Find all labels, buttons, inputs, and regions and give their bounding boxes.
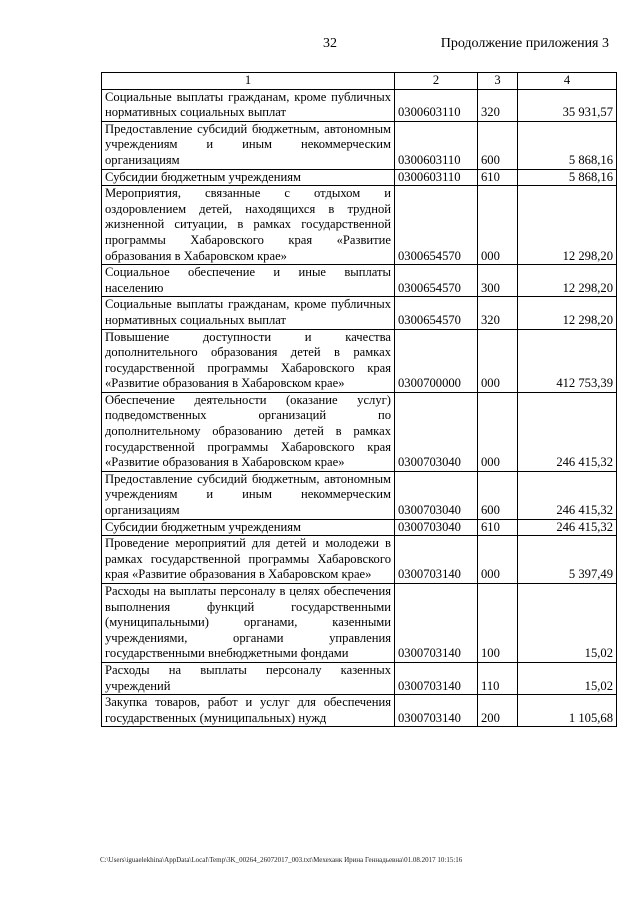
amount-cell: 12 298,20	[518, 186, 617, 265]
table-row	[102, 186, 617, 265]
row-name-cell: Социальное обеспечение и иные выплаты населению	[102, 265, 395, 297]
amount-cell: 246 415,32	[518, 471, 617, 519]
row-name-cell: Повышение доступности и качества дополнительного образования детей в рамках государственной программы Хабаровского края «Развитие образования в Хабаровском крае»	[102, 329, 395, 392]
row-name-cell: Закупка товаров, работ и услуг для обеспечения государственных (муниципальных) нужд	[102, 695, 395, 727]
expense-type-cell: 610	[478, 169, 518, 186]
amount-cell: 12 298,20	[518, 297, 617, 329]
row-name-cell: Проведение мероприятий для детей и молодежи в рамках государственной программы Хабаровского края «Развитие образования в Хабаровском крае»	[102, 536, 395, 584]
table-row	[102, 536, 617, 584]
expense-type-cell: 200	[478, 695, 518, 727]
expense-type-cell: 320	[478, 89, 518, 121]
expense-type-cell: 300	[478, 265, 518, 297]
amount-cell: 12 298,20	[518, 265, 617, 297]
amount-cell: 5 868,16	[518, 169, 617, 186]
expense-type-cell: 000	[478, 392, 518, 471]
table-row	[102, 89, 617, 121]
expense-type-cell: 320	[478, 297, 518, 329]
expense-type-cell: 600	[478, 471, 518, 519]
footer-path: C:\Users\iguaelekhina\AppData\Local\Temp\3K_00264_26072017_003.txt\Мехеханк Ирина Геннадьевна\01.08.2017 10:15:16	[100, 856, 463, 864]
row-name-cell: Субсидии бюджетным учреждениям	[102, 519, 395, 536]
row-name-cell: Предоставление субсидий бюджетным, автономным учреждениям и иным некоммерческим организациям	[102, 471, 395, 519]
expense-type-cell: 100	[478, 584, 518, 663]
amount-cell: 412 753,39	[518, 329, 617, 392]
expense-type-cell: 600	[478, 121, 518, 169]
amount-cell: 5 397,49	[518, 536, 617, 584]
table-row	[102, 584, 617, 663]
row-name-cell: Обеспечение деятельности (оказание услуг) подведомственных организаций по дополнительному образованию детей в рамках государственной программы Хабаровского края «Развитие образования в Хабаровском крае»	[102, 392, 395, 471]
target-code-cell: 0300654570	[395, 297, 478, 329]
table-row	[102, 169, 617, 186]
column-header: 4	[518, 73, 617, 90]
target-code-cell: 0300703140	[395, 584, 478, 663]
amount-cell: 35 931,57	[518, 89, 617, 121]
column-header: 2	[395, 73, 478, 90]
table-row	[102, 329, 617, 392]
amount-cell: 246 415,32	[518, 519, 617, 536]
target-code-cell: 0300703140	[395, 662, 478, 694]
target-code-cell: 0300703040	[395, 392, 478, 471]
row-name-cell: Расходы на выплаты персоналу казенных учреждений	[102, 662, 395, 694]
row-name-cell: Социальные выплаты гражданам, кроме публичных нормативных социальных выплат	[102, 297, 395, 329]
amount-cell: 246 415,32	[518, 392, 617, 471]
amount-cell: 15,02	[518, 662, 617, 694]
expense-type-cell: 000	[478, 329, 518, 392]
table-row	[102, 392, 617, 471]
expense-type-cell: 000	[478, 186, 518, 265]
target-code-cell: 0300603110	[395, 89, 478, 121]
column-header: 3	[478, 73, 518, 90]
amount-cell: 5 868,16	[518, 121, 617, 169]
target-code-cell: 0300703040	[395, 519, 478, 536]
target-code-cell: 0300654570	[395, 186, 478, 265]
amount-cell: 1 105,68	[518, 695, 617, 727]
expense-type-cell: 110	[478, 662, 518, 694]
expense-type-cell: 000	[478, 536, 518, 584]
target-code-cell: 0300703140	[395, 695, 478, 727]
target-code-cell: 0300603110	[395, 121, 478, 169]
row-name-cell: Мероприятия, связанные с отдыхом и оздоровлением детей, находящихся в трудной жизненной ситуации, в рамках государственной программы Хабаровского края «Развитие образования в Хабаровском крае»	[102, 186, 395, 265]
row-name-cell: Субсидии бюджетным учреждениям	[102, 169, 395, 186]
target-code-cell: 0300703040	[395, 471, 478, 519]
target-code-cell: 0300654570	[395, 265, 478, 297]
table-row	[102, 265, 617, 297]
table-row	[102, 471, 617, 519]
row-name-cell: Социальные выплаты гражданам, кроме публичных нормативных социальных выплат	[102, 89, 395, 121]
row-name-cell: Предоставление субсидий бюджетным, автономным учреждениям и иным некоммерческим организациям	[102, 121, 395, 169]
table-row	[102, 662, 617, 694]
table-header-row	[102, 73, 617, 90]
expense-type-cell: 610	[478, 519, 518, 536]
row-name-cell: Расходы на выплаты персоналу в целях обеспечения выполнения функций государственными (муниципальными) органами, казенными учреждениями, органами управления государственными внебюджетными фондами	[102, 584, 395, 663]
table-row	[102, 297, 617, 329]
table-body	[102, 89, 617, 727]
table-row	[102, 695, 617, 727]
continuation-label: Продолжение приложения 3	[440, 36, 609, 51]
amount-cell: 15,02	[518, 584, 617, 663]
column-header: 1	[102, 73, 395, 90]
target-code-cell: 0300603110	[395, 169, 478, 186]
budget-table	[101, 72, 617, 727]
target-code-cell: 0300700000	[395, 329, 478, 392]
table-row	[102, 121, 617, 169]
target-code-cell: 0300703140	[395, 536, 478, 584]
table-row	[102, 519, 617, 536]
page-number: 32	[323, 36, 337, 51]
